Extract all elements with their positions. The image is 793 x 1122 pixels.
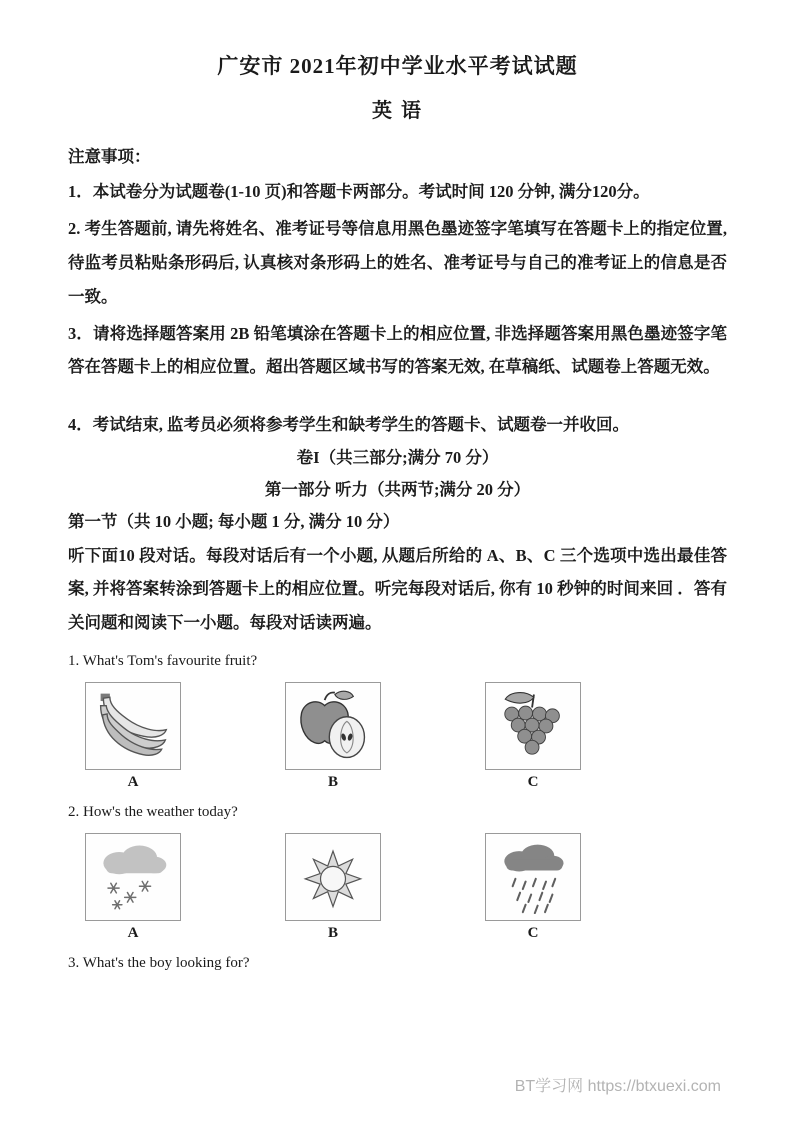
apple-icon (291, 689, 375, 763)
section-node-heading: 第一节（共 10 小题; 每小题 1 分, 满分 10 分） (68, 512, 400, 532)
question-2-options (85, 833, 727, 942)
question-1-option-b (285, 682, 381, 791)
option-image-box (285, 833, 381, 921)
question-2-text: 2. How's the weather today? (68, 803, 238, 820)
option-label: C (527, 924, 539, 941)
option-image-box (485, 682, 581, 770)
listening-instructions: 听下面10 段对话。每段对话后有一个小题, 从题后所给的 A、B、C 三个选项中选出最佳答案, 并将答案转涂到答题卡上的相应位置。听完每段对话后, 你有 10 秒钟的时间来回 ．答有关问题和阅读下一小题。每段对话读两遍。 (68, 545, 727, 633)
notice-item-1: 1．本试卷分为试题卷(1-10 页)和答题卡两部分。考试时间 120 分钟, 满分120分。 (68, 182, 650, 202)
question-1-options (85, 682, 727, 791)
bananas-icon (91, 689, 175, 763)
snow-cloud-icon (91, 840, 175, 914)
question-1-option-c (485, 682, 581, 791)
option-image-box (85, 833, 181, 921)
section-part-heading: 第一部分 听力（共两节;满分 20 分） (264, 480, 531, 500)
question-3-text: 3. What's the boy looking for? (68, 954, 250, 971)
notice-item-3: 3．请将选择题答案用 2B 铅笔填涂在答题卡上的相应位置, 非选择题答案用黑色墨迹签字笔答在答题卡上的相应位置。超出答题区域书写的答案无效, 在草稿纸、试题卷上答题无效。 (68, 323, 727, 377)
question-2-option-b (285, 833, 381, 942)
watermark-credit: BT学习网 https://btxuexi.com (514, 1078, 721, 1095)
notice-heading: 注意事项： (68, 147, 151, 166)
sun-icon (291, 840, 375, 914)
subject-title: 英 语 (372, 100, 423, 122)
question-2-option-c (485, 833, 581, 942)
notice-item-4: 4．考试结束, 监考员必须将参考学生和缺考学生的答题卡、试题卷一并收回。 (68, 415, 629, 435)
notice-item-2: 2. 考生答题前, 请先将姓名、准考证号等信息用黑色墨迹签字笔填写在答题卡上的指定位置, 待监考员粘贴条形码后, 认真核对条形码上的姓名、准考证号与自己的准考证上的信息是否一致。 (68, 219, 727, 306)
option-image-box (285, 682, 381, 770)
option-label: A (127, 773, 139, 790)
rain-cloud-icon (491, 840, 575, 914)
section-volume-heading: 卷I（共三部分;满分 70 分） (296, 448, 499, 468)
option-label: B (327, 773, 338, 790)
option-image-box (485, 833, 581, 921)
question-1-text: 1. What's Tom's favourite fruit? (68, 652, 258, 669)
option-label: C (527, 773, 539, 790)
question-1-option-a (85, 682, 181, 791)
option-label: A (127, 924, 139, 941)
option-image-box (85, 682, 181, 770)
page-title: 广安市 2021年初中学业水平考试试题 (217, 54, 578, 78)
option-label: B (327, 924, 338, 941)
grapes-icon (491, 689, 575, 763)
question-2-option-a (85, 833, 181, 942)
